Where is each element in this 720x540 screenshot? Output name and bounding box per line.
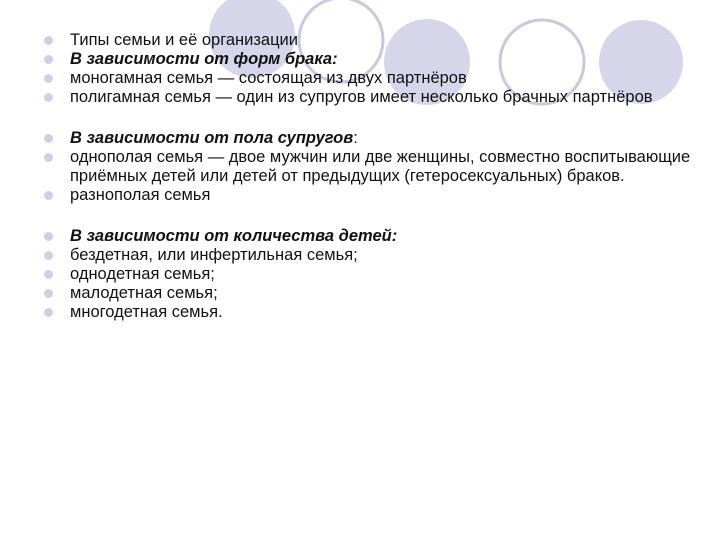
bullet-icon (44, 232, 53, 241)
list-item-heading (44, 129, 694, 148)
list-item-text: разнополая семья (70, 186, 211, 204)
list-item (44, 265, 694, 284)
section-heading: В зависимости от форм брака: (70, 50, 338, 68)
slide-content (44, 31, 694, 322)
spacer (44, 107, 694, 129)
list-item-text: малодетная семья; (70, 284, 218, 302)
list-item (44, 88, 694, 107)
list-item-text: многодетная семья. (70, 303, 223, 321)
bullet-icon (44, 308, 53, 317)
bullet-icon (44, 134, 53, 143)
bullet-icon (44, 153, 53, 162)
bullet-icon (44, 251, 53, 260)
list-item-title (44, 31, 694, 50)
bullet-icon (44, 270, 53, 279)
heading-suffix: : (353, 129, 358, 147)
bullet-icon (44, 289, 53, 298)
section-heading: В зависимости от пола супругов (70, 129, 354, 147)
list-item (44, 284, 694, 303)
list-item-text: полигамная семья — один из супругов имеет несколько брачных партнёров (70, 88, 653, 106)
bullet-icon (44, 55, 53, 64)
list-item-text: однополая семья — двое мужчин или две женщины, совместно воспитывающие приёмных детей или детей от предыдущих (гетеросексуальных) браков. (70, 148, 691, 185)
spacer (44, 205, 694, 227)
list-item (44, 303, 694, 322)
bullet-icon (44, 93, 53, 102)
bullet-icon (44, 191, 53, 200)
list-item (44, 69, 694, 88)
list-item-heading (44, 227, 694, 246)
list-item (44, 246, 694, 265)
list-item (44, 186, 694, 205)
bullet-icon (44, 74, 53, 83)
slide-title: Типы семьи и её организации (70, 31, 298, 49)
bullet-icon (44, 36, 53, 45)
list-item-heading (44, 50, 694, 69)
list-item-text: моногамная семья — состоящая из двух партнёров (70, 69, 467, 87)
section-heading: В зависимости от количества детей: (70, 227, 398, 245)
list-item-text: бездетная, или инфертильная семья; (70, 246, 358, 264)
list-item (44, 148, 694, 186)
list-item-text: однодетная семья; (70, 265, 215, 283)
